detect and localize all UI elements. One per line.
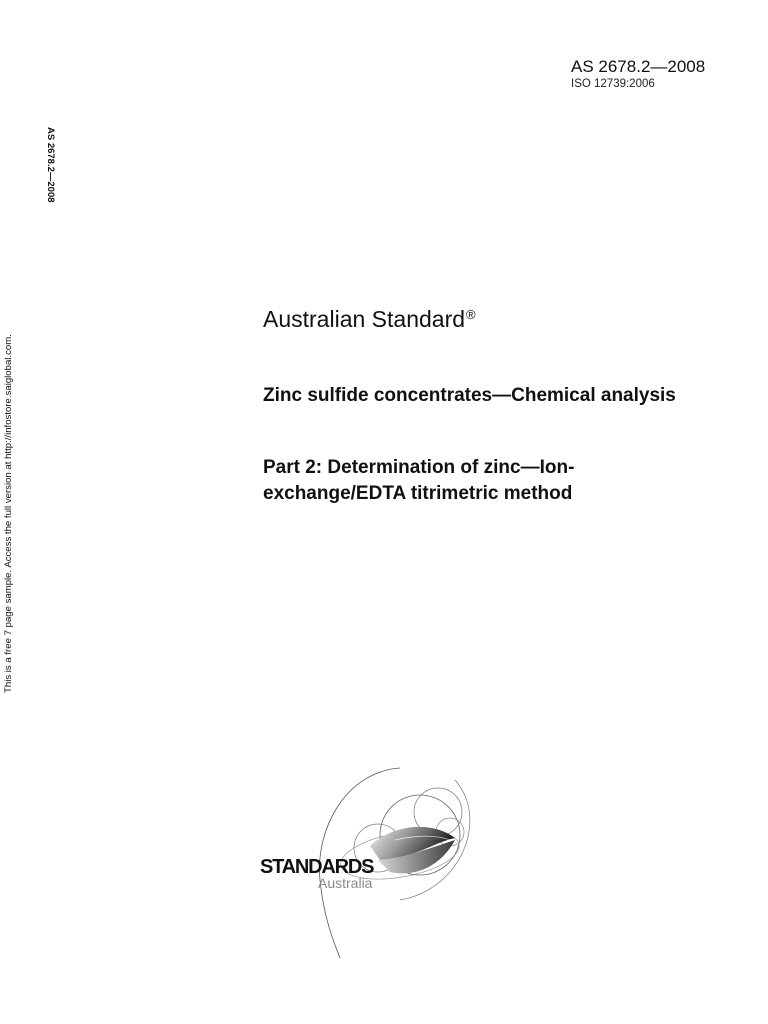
sample-access-note: This is a free 7 page sample. Access the full version at http://infostore.saiglobal.com. (3, 334, 14, 693)
document-code: AS 2678.2—2008 (571, 57, 706, 76)
logo-wordmark: STANDARDS (260, 856, 374, 878)
document-title: Zinc sulfide concentrates—Chemical analysis (263, 385, 676, 406)
registered-mark: ® (466, 307, 476, 322)
standards-australia-logo (250, 760, 480, 960)
logo-subtitle: Australia (318, 875, 373, 891)
document-part-title: Part 2: Determination of zinc—Ion-exchange/EDTA titrimetric method (263, 457, 575, 504)
standard-type-label: Australian Standard (263, 306, 466, 332)
iso-reference: ISO 12739:2006 (571, 78, 655, 90)
standard-type (263, 304, 476, 334)
spine-document-code: AS 2678.2—2008 (45, 127, 56, 203)
